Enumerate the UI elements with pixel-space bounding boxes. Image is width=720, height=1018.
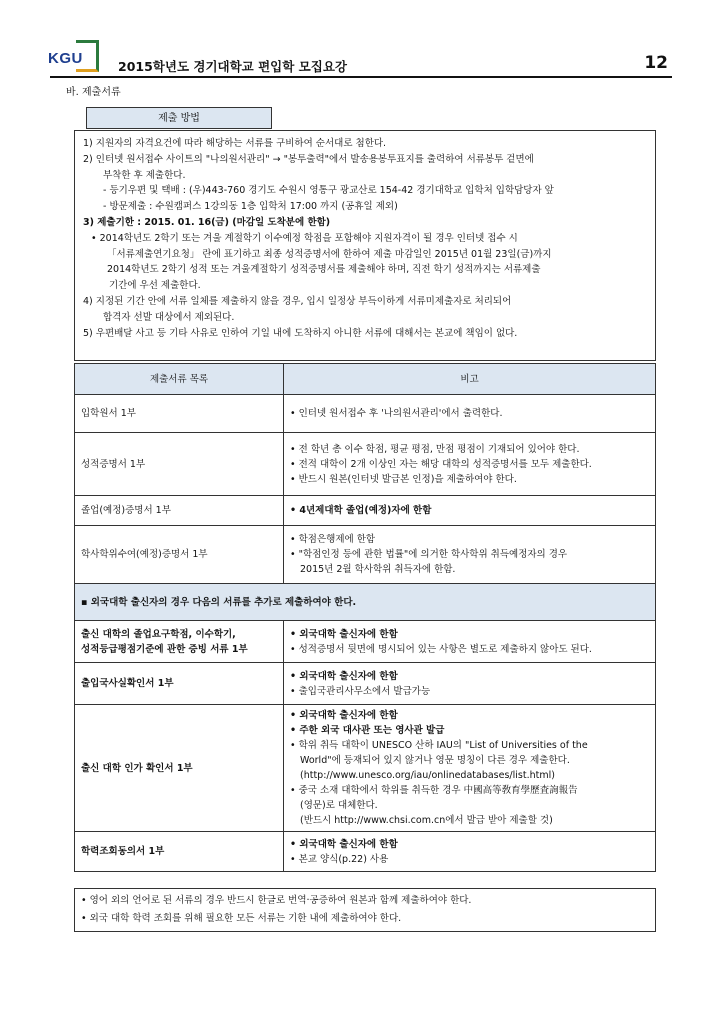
note-line: (http://www.unesco.org/iau/onlinedatabases/list.html) [300,770,555,781]
notes-cell [284,496,656,526]
note-line: • 전적 대학이 2개 이상인 자는 해당 대학의 성적증명서를 모두 제출한다. [290,458,592,470]
footer-note: • 외국 대학 학력 조회를 위해 필요한 모든 서류는 기한 내에 제출하여야 한다. [81,913,402,924]
document-cell: 입학원서 1부 [75,395,284,433]
note-line: • 중국 소재 대학에서 학위를 취득한 경우 中國高等敎育學歷査詢報告 [290,785,578,796]
document-cell [75,705,284,832]
document-cell [75,832,284,872]
footer-notes [74,888,656,932]
document-cell: 졸업(예정)증명서 1부 [75,496,284,526]
foreign-applicants-bar [75,584,656,621]
table-row [75,433,656,496]
note-line: • 반드시 원본(인터넷 발급본 인정)을 제출하여야 한다. [290,473,517,485]
table-row [75,496,656,526]
table-row [75,705,656,832]
note-line: • 외국대학 출신자에 한함 [290,838,398,850]
method-line: • 2014학년도 2학기 또는 겨울 계절학기 이수예정 학점을 포함해야 지원자격이 될 경우 인터넷 접수 시 [91,232,518,244]
method-line: 2014학년도 2학기 성적 또는 겨울계절학기 성적증명서를 제출해야 하며, 직전 학기 성적까지는 서류제출 [107,264,541,276]
notes-cell [284,621,656,663]
method-line: 기간에 우선 제출한다. [109,280,201,292]
column-header-notes: 비고 [284,364,656,395]
section-heading: 바. 제출서류 [66,87,121,98]
submission-method-label: 제출 방법 [86,107,272,129]
document-line: 출입국사실확인서 1부 [81,678,174,689]
note-line: • 성적증명서 뒷면에 명시되어 있는 사항은 별도로 제출하지 않아도 된다. [290,643,592,655]
note-line: • 인터넷 원서접수 후 '나의원서관리'에서 출력한다. [290,408,503,419]
page-title: 2015학년도 경기대학교 편입학 모집요강 [118,59,347,74]
note-line: • 학점은행제에 한함 [290,534,376,545]
method-line: 3) 제출기한 : 2015. 01. 16(금) (마감일 도착분에 한함) [83,216,331,228]
submission-method-box [74,130,656,361]
table-header-row [75,364,656,395]
note-line: • 주한 외국 대사관 또는 영사관 발급 [290,725,445,736]
note-line: (영문)로 대체한다. [300,800,378,811]
note-line: • 출입국관리사무소에서 발급가능 [290,685,431,697]
table-row [75,621,656,663]
note-line: • 학위 취득 대학이 UNESCO 산하 IAU의 "List of Universities of the [290,740,588,751]
document-line: 성적등급평점기준에 관한 증빙 서류 1부 [81,643,248,655]
document-cell [75,621,284,663]
document-line: 출신 대학 인가 확인서 1부 [81,762,193,774]
note-line: • 전 학년 총 이수 학점, 평균 평점, 만점 평점이 기재되어 있어야 한다. [290,443,580,455]
table-row [75,395,656,433]
notes-cell [284,705,656,832]
kgu-logo [48,40,100,74]
document-line: 출신 대학의 졸업요구학점, 이수학기, [81,628,236,640]
header-divider [50,76,672,78]
table-row [75,526,656,584]
document-cell: 학사학위수여(예정)증명서 1부 [75,526,284,584]
notes-cell [284,526,656,584]
note-line: • 외국대학 출신자에 한함 [290,628,398,640]
table-row [75,832,656,872]
note-line: • 외국대학 출신자에 한함 [290,710,398,721]
notes-cell [284,832,656,872]
table-row [75,663,656,705]
method-line: 합격자 선발 대상에서 제외된다. [103,311,235,323]
page-number: 12 [644,53,668,73]
method-line: - 등기우편 및 택배 : (우)443-760 경기도 수원시 영통구 광교산로 154-42 경기대학교 입학처 입학담당자 앞 [103,185,554,197]
note-line: World"에 등재되어 있지 않거나 영문 명칭이 다른 경우 제출한다. [300,755,570,766]
footer-note: • 영어 외의 언어로 된 서류의 경우 반드시 한글로 번역·공증하여 원본과 함께 제출하여야 한다. [81,895,472,906]
foreign-applicants-notice: ▪ 외국대학 출신자의 경우 다음의 서류를 추가로 제출하여야 한다. [75,584,656,621]
notes-cell [284,395,656,433]
column-header-documents: 제출서류 목록 [75,364,284,395]
method-line: 2) 인터넷 원서접수 사이트의 "나의원서관리" → "봉투출력"에서 발송용봉투표지를 출력하여 서류봉투 겉면에 [83,153,534,165]
method-line: 부착한 후 제출한다. [103,169,186,181]
note-line: • 외국대학 출신자에 한함 [290,670,398,682]
document-line: 학력조회동의서 1부 [81,846,165,857]
documents-table [74,363,656,872]
method-line: 5) 우편배달 사고 등 기타 사유로 인하여 기일 내에 도착하지 아니한 서류에 대해서는 본교에 책임이 없다. [83,327,518,339]
note-line: • "학점인정 등에 관한 법률"에 의거한 학사학위 취득예정자의 경우 [290,549,568,560]
method-line: 1) 지원자의 자격요건에 따라 해당하는 서류를 구비하여 순서대로 첨한다. [83,138,387,149]
note-line: (반드시 http://www.chsi.com.cn에서 발급 받아 제출할 것) [300,815,553,826]
document-cell [75,663,284,705]
logo-mark-icon [76,40,99,72]
notes-cell [284,663,656,705]
method-line: 「서류제출연기요청」 란에 표기하고 최종 성적증명서에 한하여 제출 마감일인 2015년 01월 23일(금)까지 [107,248,552,260]
notes-cell [284,433,656,496]
logo-text: KGU [48,50,83,67]
method-line: - 방문제출 : 수원캠퍼스 1강의동 1층 입학처 17:00 까지 (공휴일 제외) [103,201,398,213]
note-line: • 본교 양식(p.22) 사용 [290,853,389,865]
note-line: 2015년 2월 학사학위 취득자에 한함. [300,564,456,575]
note-line: • 4년제대학 졸업(예정)자에 한함 [290,505,432,516]
method-line: 4) 지정된 기간 안에 서류 일체를 제출하지 않을 경우, 입시 일정상 부득이하게 서류미제출자로 처리되어 [83,295,512,307]
document-cell: 성적증명서 1부 [75,433,284,496]
